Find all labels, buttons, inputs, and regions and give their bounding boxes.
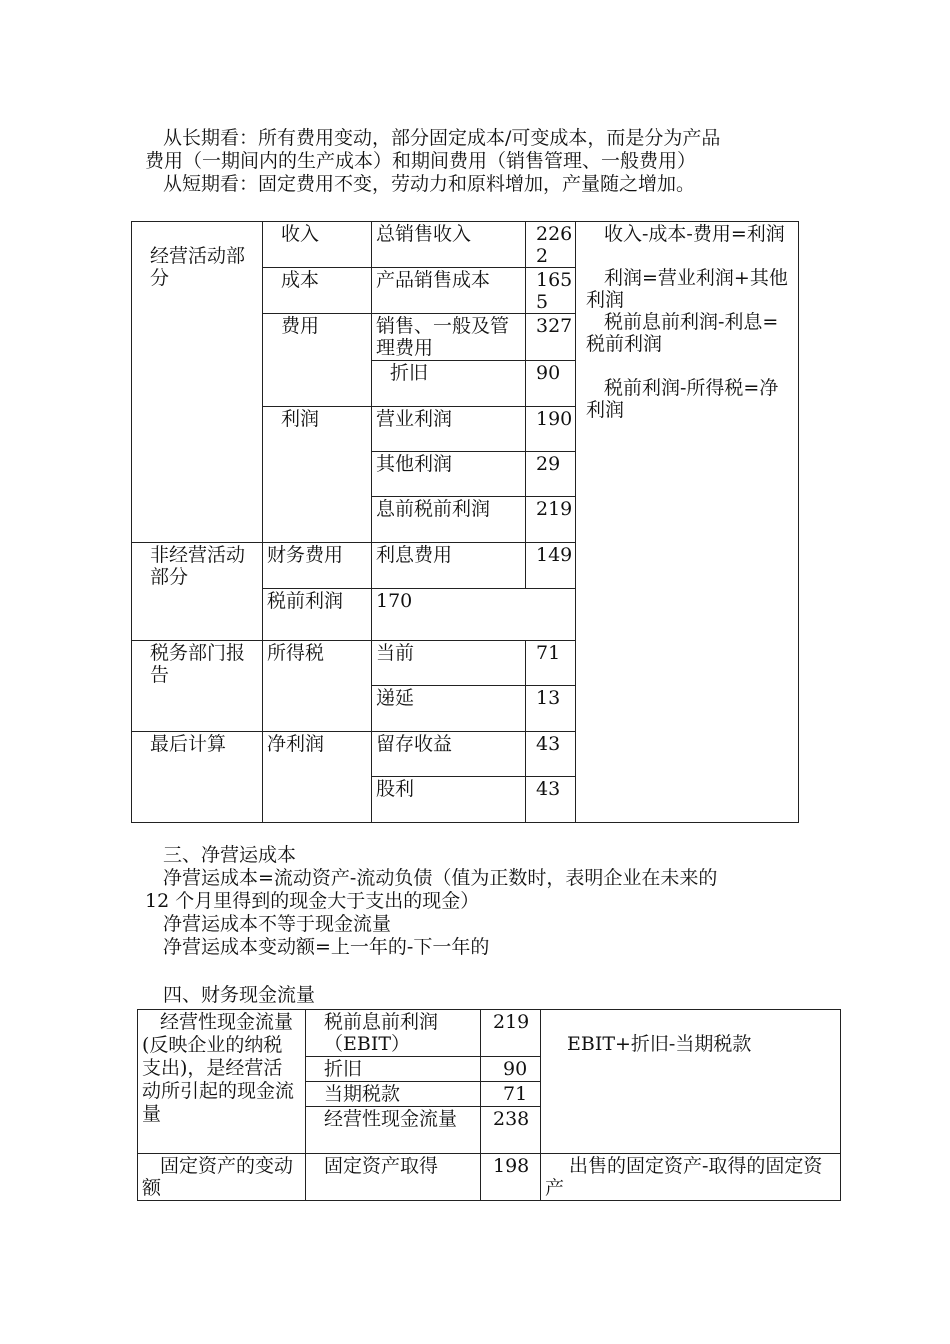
value-ebit: 219 (526, 497, 576, 543)
cashflow-fixed-asset-label: 固定资产的变动额 (138, 1154, 306, 1201)
ebit-label: 税前息前利润（EBIT） (306, 1010, 481, 1057)
section-tax: 税务部门报告 (132, 641, 263, 732)
value-retained: 43 (526, 732, 576, 777)
note-3: 税前息前利润-利息=税前利润 (586, 311, 779, 355)
fa-value: 198 (481, 1154, 541, 1201)
item-deferred: 递延 (372, 686, 526, 732)
formula-1: EBIT+折旧-当期税款 (541, 1010, 841, 1154)
section4-title: 四、财务现金流量 (163, 984, 316, 1006)
formula-2: 出售的固定资产-取得的固定资产 (541, 1154, 841, 1201)
category-net-profit: 净利润 (263, 732, 372, 823)
section-operating: 经营活动部分 (132, 222, 263, 543)
value-interest: 149 (526, 543, 576, 589)
ocf-value: 238 (481, 1107, 541, 1154)
category-pretax-profit: 税前利润 (263, 589, 372, 641)
tax-label: 当期税款 (306, 1082, 481, 1107)
category-expense: 费用 (263, 314, 372, 407)
category-cost: 成本 (263, 268, 372, 314)
value-cogs: 1655 (526, 268, 576, 314)
value-depreciation: 90 (526, 361, 576, 407)
value-dividends: 43 (526, 777, 576, 823)
item-operating-profit: 营业利润 (372, 407, 526, 452)
notes-cell (576, 222, 799, 823)
item-ebit: 息前税前利润 (372, 497, 526, 543)
item-dividends: 股利 (372, 777, 526, 823)
note-2: 利润=营业利润+其他利润 (586, 267, 788, 311)
category-finance-expense: 财务费用 (263, 543, 372, 589)
item-retained: 留存收益 (372, 732, 526, 777)
note-4: 税前利润-所得税=净利润 (586, 377, 779, 421)
value-sga: 327 (526, 314, 576, 361)
cashflow-table (137, 1009, 841, 1201)
value-total-sales: 2262 (526, 222, 576, 268)
value-pretax-profit: 170 (372, 589, 576, 641)
section3-line-2: 12 个月里得到的现金大于支出的现金） (145, 890, 480, 912)
value-operating-profit: 190 (526, 407, 576, 452)
value-current: 71 (526, 641, 576, 686)
value-other-profit: 29 (526, 452, 576, 497)
item-depreciation: 折旧 (372, 361, 526, 407)
item-total-sales: 总销售收入 (372, 222, 526, 268)
item-sga: 销售、一般及管理费用 (372, 314, 526, 361)
item-current: 当前 (372, 641, 526, 686)
intro-line-1: 从长期看：所有费用变动，部分固定成本/可变成本，而是分为产品 (163, 127, 721, 149)
item-interest: 利息费用 (372, 543, 526, 589)
ebit-value: 219 (481, 1010, 541, 1057)
category-revenue: 收入 (263, 222, 372, 268)
category-income-tax: 所得税 (263, 641, 372, 732)
tax-value: 71 (481, 1082, 541, 1107)
dep-label: 折旧 (306, 1057, 481, 1082)
note-1: 收入-成本-费用=利润 (604, 223, 785, 245)
intro-line-3: 从短期看：固定费用不变，劳动力和原料增加，产量随之增加。 (163, 173, 696, 195)
section3-line-3: 净营运成本不等于现金流量 (163, 913, 392, 935)
cashflow-operating-label: 经营性现金流量(反映企业的纳税支出)，是经营活动所引起的现金流量 (138, 1010, 306, 1154)
intro-line-2: 费用（一期间内的生产成本）和期间费用（销售管理、一般费用） (145, 150, 697, 172)
value-deferred: 13 (526, 686, 576, 732)
dep-value: 90 (481, 1057, 541, 1082)
section3-line-1: 净营运成本=流动资产-流动负债（值为正数时，表明企业在未来的 (163, 867, 718, 889)
section3-title: 三、净营运成本 (163, 844, 297, 866)
fa-label: 固定资产取得 (306, 1154, 481, 1201)
ocf-label: 经营性现金流量 (306, 1107, 481, 1154)
item-other-profit: 其他利润 (372, 452, 526, 497)
section-final: 最后计算 (132, 732, 263, 823)
item-cogs: 产品销售成本 (372, 268, 526, 314)
section3-line-4: 净营运成本变动额=上一年的-下一年的 (163, 936, 490, 958)
section-non-operating: 非经营活动部分 (132, 543, 263, 641)
income-statement-table (131, 221, 799, 823)
category-profit: 利润 (263, 407, 372, 543)
